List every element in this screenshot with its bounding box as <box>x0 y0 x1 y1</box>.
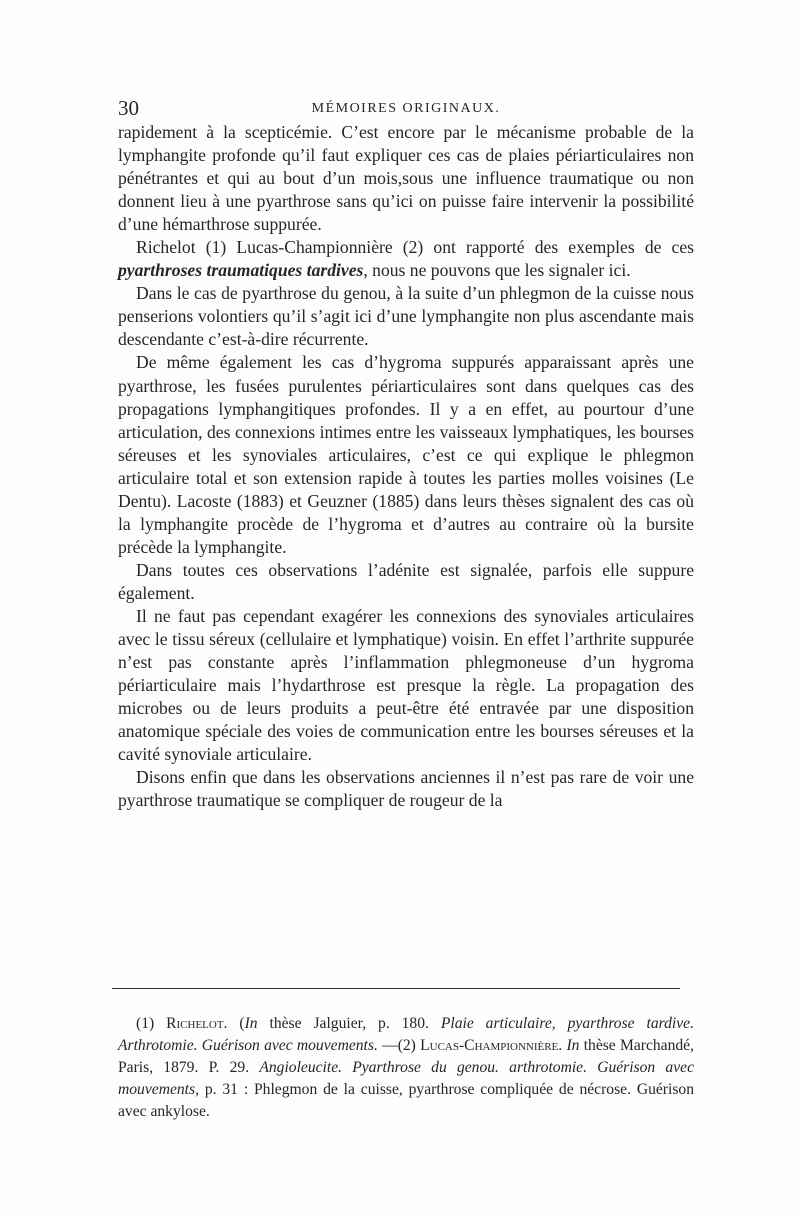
footnote-divider <box>112 988 680 989</box>
footnote-2-in: In <box>562 1037 580 1054</box>
footnote-2-number: —(2) <box>377 1037 421 1054</box>
footnote-1-text: ( <box>227 1015 245 1032</box>
footnote-2-title: Angioleucite. Pyarthrose du genou. arthrotomie. Guérison avec mouvements, <box>118 1059 694 1098</box>
footnote-2-author: Lucas-Championnière. <box>420 1037 563 1054</box>
footnote-2-text: p. 31 : Phlegmon de la cuisse, pyarthrose compliquée de nécrose. Guérison avec ankylose. <box>118 1081 694 1120</box>
paragraph-2-start: Richelot (1) Lucas-Championnière (2) ont rapporté des exemples de ces <box>136 237 694 258</box>
paragraph-2-end: , nous ne pouvons que les signaler ici. <box>363 260 631 281</box>
emphasis-pyarthroses-tardives: pyarthroses traumatiques tardives <box>118 260 364 281</box>
footnote-1-author: Richelot. <box>166 1015 228 1032</box>
footnote-1-number: (1) <box>136 1015 167 1032</box>
paragraph-6: Il ne faut pas cependant exagérer les connexions des synoviales articulaires avec le tissu séreux (cellulaire et lymphatique) voisin. En effet l’arthrite suppurée n’est pas constante après l’inflammation phlegmoneuse d’un hygroma périarticulaire mais l’hydarthrose est presque la règle. La propagation des microbes ou de leurs produits a peut-être été entravée par une disposition anatomique spéciale des voies de communication entre les bourses séreuses et la cavité synoviale articulaire. <box>118 605 694 765</box>
footnote-1-title: Plaie articulaire, pyarthrose tardive. Arthrotomie. Guérison avec mouvements. <box>118 1015 695 1054</box>
footnote-1-in: In <box>244 1015 258 1032</box>
paragraph-3: Dans le cas de pyarthrose du genou, à la suite d’un phlegmon de la cuisse nous penserions volontiers qu’il s’agit ici d’une lymphangite non plus ascendante mais descendante c’est-à-dire récurrente. <box>118 283 694 350</box>
body-text <box>118 121 694 812</box>
paragraph-5: Dans toutes ces observations l’adénite est signalée, parfois elle suppure également. <box>118 559 694 603</box>
footnote-1-source: thèse Jalguier, p. 180. <box>257 1015 441 1032</box>
paragraph-2 <box>118 236 694 282</box>
paragraph-1: rapidement à la scepticémie. C’est encore par le mécanisme probable de la lymphangite profonde qu’il faut expliquer ces cas de plaies périarticulaires non pénétrantes et qui au bout d’un mois,sous une influence traumatique ou non donnent lieu à une pyarthrose sans qu’ici on puisse faire intervenir la possibilité d’une hémarthrose suppurée. <box>118 122 694 235</box>
page-number: 30 <box>118 96 139 120</box>
footnote-2-source: thèse Marchandé, Paris, 1879. P. 29. <box>118 1037 695 1076</box>
footnote-block <box>118 1013 694 1123</box>
running-head: MÉMOIRES ORIGINAUX. <box>311 101 501 116</box>
footnotes <box>118 1013 694 1123</box>
paragraph-4: De même également les cas d’hygroma suppurés apparaissant après une pyarthrose, les fusées purulentes périarticulaires sont dans quelques cas des propagations lymphangitiques profondes. Il y a en effet, au pourtour d’une articulation, des connexions intimes entre les vaisseaux lymphatiques, les bourses séreuses et les synoviales articulaires, c’est ce qui explique le phlegmon articulaire total et son extension rapide à toutes les parties molles voisines (Le Dentu). Lacoste (1883) et Geuzner (1885) dans leurs thèses signalent des cas où la lymphangite procède de l’hygroma et d’autres au contraire où la bursite précède la lymphangite. <box>118 352 694 557</box>
paragraph-7: Disons enfin que dans les observations anciennes il n’est pas rare de voir une pyarthrose traumatique se compliquer de rougeur de la <box>118 767 694 811</box>
